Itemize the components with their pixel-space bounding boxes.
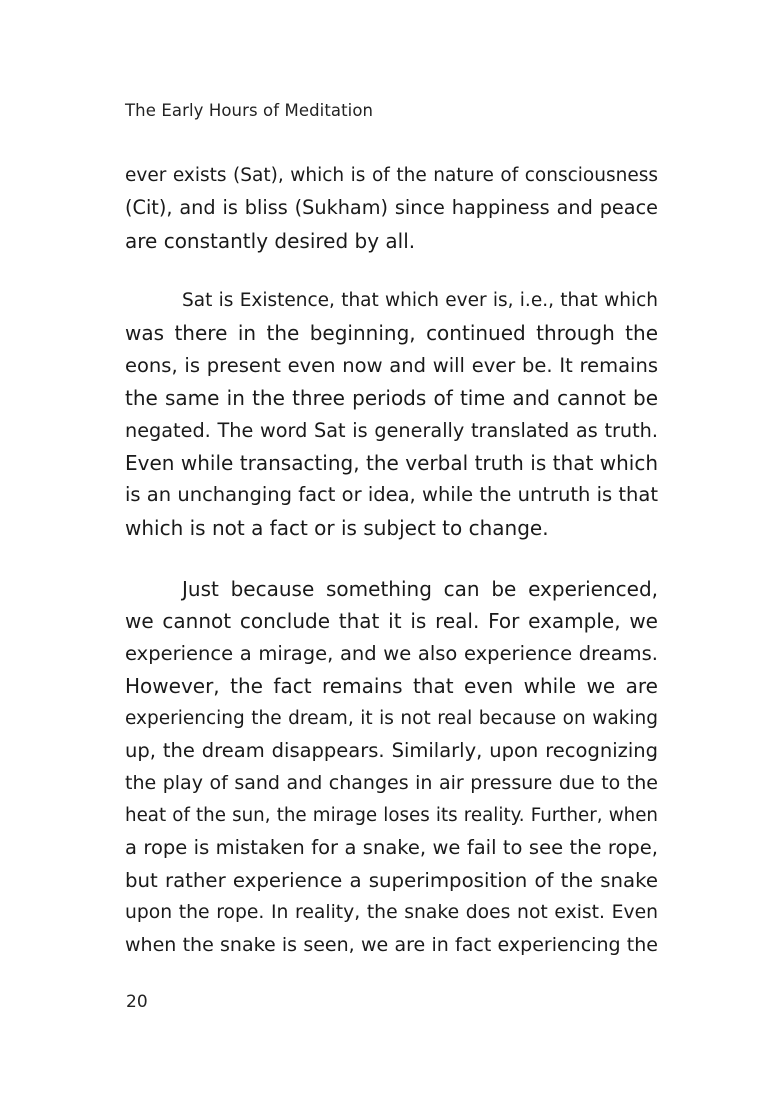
page-number: 20 [126,992,148,1012]
text-line: but rather experience a superimposition of the snake [125,868,658,892]
text-line: are constantly desired by all. [125,228,416,253]
text-line: the play of sand and changes in air pressure due to the [125,772,658,795]
paragraph-2 [125,285,658,544]
text-line: a rope is mistaken for a snake, we fail to see the rope, [125,836,658,860]
running-head: The Early Hours of Meditation [125,101,374,120]
text-line: experience a mirage, and we also experience dreams. [125,641,658,665]
text-line: experiencing the dream, it is not real because on waking [125,707,658,729]
text-line: when the snake is seen, we are in fact experiencing the [125,934,658,957]
paragraph-3 [125,573,658,962]
text-line: which is not a fact or is subject to change. [125,515,549,540]
text-line: heat of the sun, the mirage loses its reality. Further, when [125,804,658,826]
text-line: Even while transacting, the verbal truth is that which [125,450,658,475]
text-line: the same in the three periods of time and cannot be [125,386,658,411]
text-line: we cannot conclude that it is real. For example, we [125,609,658,634]
text-line: is an unchanging fact or idea, while the untruth is that [125,483,658,507]
text-line: (Cit), and is bliss (Sukham) since happiness and peace [125,196,658,220]
text-line: Just because something can be experienced, [182,577,658,601]
text-line: upon the rope. In reality, the snake does not exist. Even [125,901,658,923]
text-line: Sat is Existence, that which ever is, i.e., that which [182,290,658,311]
paragraph-1 [125,160,658,257]
text-line: ever exists (Sat), which is of the nature of consciousness [125,165,658,186]
text-line: was there in the beginning, continued through the [125,321,658,346]
text-line: eons, is present even now and will ever be. It remains [125,353,658,377]
text-line: negated. The word Sat is generally translated as truth. [125,418,658,442]
text-line: up, the dream disappears. Similarly, upon recognizing [125,738,658,762]
text-line: However, the fact remains that even while we are [125,674,658,699]
